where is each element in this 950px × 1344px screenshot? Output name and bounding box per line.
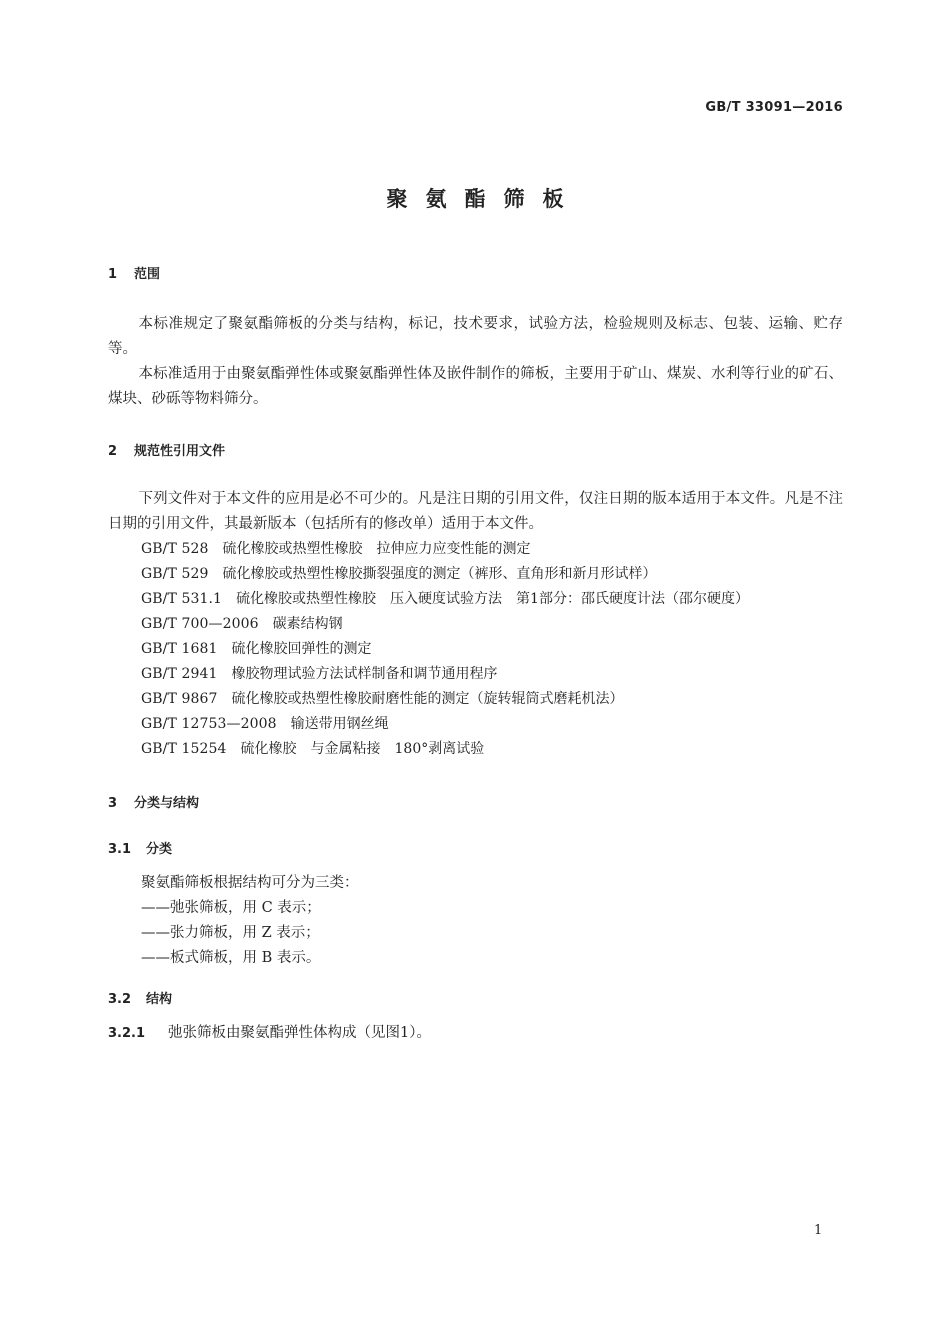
clause-text: 弛张筛板由聚氨酯弹性体构成（见图1）。: [168, 1025, 431, 1041]
section-2-heading: [108, 440, 225, 459]
page-number: 1: [814, 1223, 823, 1238]
subsection-title: 分类: [146, 842, 173, 857]
subsection-number: 3.1: [108, 842, 132, 857]
clause-number: 3.2.1: [108, 1026, 146, 1041]
list-item: ——板式筛板，用 B 表示。: [141, 950, 321, 966]
section-title: 分类与结构: [134, 796, 200, 811]
reference-code: GB/T 15254: [141, 741, 227, 757]
clause-3-2-1: [108, 1021, 431, 1046]
scope-paragraph-2: 本标准适用于由聚氨酯弹性体或聚氨酯弹性体及嵌件制作的筛板，主要用于矿山、煤炭、水利等行业的矿石、煤块、砂砾等物料筛分。: [108, 366, 843, 407]
reference-title: 橡胶物理试验方法试样制备和调节通用程序: [231, 666, 498, 682]
reference-code: GB/T 2941: [141, 666, 218, 682]
reference-code: GB/T 12753—2008: [141, 716, 277, 732]
section-title: 规范性引用文件: [134, 444, 226, 459]
reference-item: [141, 537, 531, 562]
reference-code: GB/T 9867: [141, 691, 218, 707]
reference-item: [141, 662, 498, 687]
page-title: 聚氨酯筛板: [386, 187, 582, 211]
reference-title: 硫化橡胶或热塑性橡胶 拉伸应力应变性能的测定: [222, 541, 531, 557]
reference-item: [141, 587, 749, 612]
classification-intro: 聚氨酯筛板根据结构可分为三类：: [141, 875, 359, 891]
section-number: 2: [108, 444, 118, 459]
document-code: GB/T 33091—2016: [705, 100, 843, 115]
reference-item: [141, 637, 372, 662]
section-1-heading: [108, 263, 160, 282]
list-item: ——张力筛板，用 Z 表示；: [141, 925, 320, 941]
reference-title: 硫化橡胶或热塑性橡胶 压入硬度试验方法 第1部分：邵氏硬度计法（邵尔硬度）: [236, 591, 749, 607]
reference-title: 硫化橡胶或热塑性橡胶撕裂强度的测定（裤形、直角形和新月形试样）: [222, 566, 657, 582]
reference-title: 输送带用钢丝绳: [290, 716, 389, 732]
reference-code: GB/T 528: [141, 541, 209, 557]
reference-code: GB/T 529: [141, 566, 209, 582]
list-item: ——弛张筛板，用 C 表示；: [141, 900, 321, 916]
subsection-3-2-heading: [108, 988, 172, 1007]
reference-item: [141, 562, 657, 587]
reference-title: 碳素结构钢: [272, 616, 343, 632]
reference-item: [141, 737, 484, 762]
reference-code: GB/T 1681: [141, 641, 218, 657]
subsection-title: 结构: [146, 992, 173, 1007]
reference-title: 硫化橡胶或热塑性橡胶耐磨性能的测定（旋转辊筒式磨耗机法）: [231, 691, 624, 707]
section-title: 范围: [134, 267, 161, 282]
section-number: 3: [108, 796, 118, 811]
reference-item: [141, 687, 624, 712]
normative-references-paragraph: 下列文件对于本文件的应用是必不可少的。凡是注日期的引用文件，仅注日期的版本适用于本文件。凡是不注日期的引用文件，其最新版本（包括所有的修改单）适用于本文件。: [108, 491, 843, 532]
subsection-3-1-heading: [108, 838, 172, 857]
section-3-heading: [108, 792, 199, 811]
scope-paragraph-1: 本标准规定了聚氨酯筛板的分类与结构，标记，技术要求，试验方法，检验规则及标志、包装、运输、贮存等。: [108, 316, 843, 357]
reference-code: GB/T 700—2006: [141, 616, 259, 632]
reference-item: [141, 612, 343, 637]
reference-title: 硫化橡胶回弹性的测定: [231, 641, 372, 657]
section-number: 1: [108, 267, 118, 282]
reference-code: GB/T 531.1: [141, 591, 223, 607]
reference-item: [141, 712, 389, 737]
reference-title: 硫化橡胶 与金属粘接 180°剥离试验: [240, 741, 485, 757]
subsection-number: 3.2: [108, 992, 132, 1007]
